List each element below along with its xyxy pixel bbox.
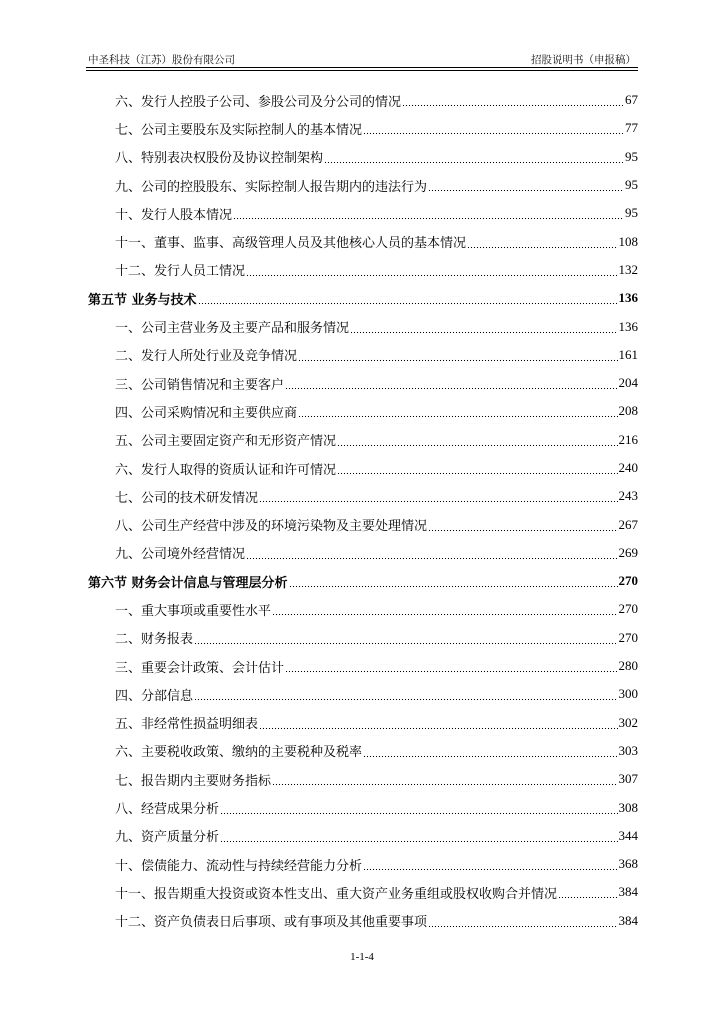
- toc-page-number: 307: [618, 771, 638, 787]
- toc-page-number: 384: [618, 912, 638, 928]
- toc-page-number: 136: [618, 318, 638, 334]
- toc-page-number: 384: [618, 884, 638, 900]
- toc-page-number: 300: [618, 686, 638, 702]
- toc-entry-title: 三、公司销售情况和主要客户: [115, 374, 285, 393]
- toc-leader-dots: [285, 379, 617, 391]
- toc-entry[interactable]: [86, 737, 638, 765]
- header-divider-thin: [86, 70, 638, 71]
- toc-leader-dots: [363, 860, 617, 872]
- toc-entry-title: 十、偿债能力、流动性与持续经营能力分析: [115, 855, 363, 874]
- toc-page-number: 132: [618, 261, 638, 277]
- toc-page-number: 240: [618, 460, 638, 475]
- toc-entry-title: 五、公司主要固定资产和无形资产情况: [115, 430, 337, 449]
- toc-leader-dots: [272, 605, 617, 617]
- toc-leader-dots: [194, 690, 617, 702]
- toc-entry[interactable]: [86, 312, 638, 340]
- toc-leader-dots: [220, 804, 617, 816]
- toc-leader-dots: [363, 124, 624, 136]
- toc-leader-dots: [246, 266, 617, 278]
- toc-leader-dots: [246, 549, 617, 561]
- toc-entry[interactable]: [86, 709, 638, 737]
- page-header: [86, 50, 638, 68]
- toc-entry[interactable]: [86, 624, 638, 652]
- toc-leader-dots: [259, 719, 617, 731]
- toc-section-entry[interactable]: [86, 284, 638, 312]
- toc-leader-dots: [467, 238, 617, 250]
- toc-entry-title: 一、重大事项或重要性水平: [115, 600, 272, 619]
- header-company-name: 中圣科技（江苏）股份有限公司: [88, 54, 235, 66]
- toc-entry-title: 一、公司主营业务及主要产品和服务情况: [115, 317, 350, 336]
- toc-page-number: 267: [618, 516, 638, 532]
- toc-entry[interactable]: [86, 256, 638, 284]
- toc-entry-title: 五、非经常性损益明细表: [115, 713, 259, 732]
- toc-leader-dots: [298, 407, 617, 419]
- toc-entry[interactable]: [86, 143, 638, 171]
- toc-entry-title: 第五节 业务与技术: [88, 289, 198, 308]
- toc-entry[interactable]: [86, 227, 638, 255]
- toc-entry[interactable]: [86, 822, 638, 850]
- toc-page-number: 108: [618, 233, 638, 249]
- toc-entry-title: 七、公司的技术研发情况: [115, 487, 259, 506]
- table-of-contents: [86, 86, 638, 935]
- toc-entry-title: 二、财务报表: [115, 628, 194, 647]
- toc-entry[interactable]: [86, 454, 638, 482]
- toc-entry[interactable]: [86, 426, 638, 454]
- toc-entry-title: 九、公司的控股股东、实际控制人报告期内的违法行为: [115, 176, 428, 195]
- toc-entry[interactable]: [86, 595, 638, 623]
- toc-entry[interactable]: [86, 369, 638, 397]
- toc-entry[interactable]: [86, 765, 638, 793]
- toc-entry-title: 二、发行人所处行业及竞争情况: [115, 345, 298, 364]
- toc-leader-dots: [428, 181, 624, 193]
- toc-entry[interactable]: [86, 482, 638, 510]
- toc-page-number: 270: [618, 601, 638, 617]
- toc-entry[interactable]: [86, 680, 638, 708]
- toc-leader-dots: [337, 464, 617, 476]
- toc-leader-dots: [289, 577, 618, 589]
- toc-entry[interactable]: [86, 397, 638, 425]
- toc-page-number: 302: [618, 714, 638, 730]
- toc-page-number: 303: [618, 742, 638, 758]
- toc-leader-dots: [350, 323, 617, 335]
- toc-page-number: 270: [618, 573, 638, 589]
- toc-entry-title: 十一、报告期重大投资或资本性支出、重大资产业务重组或股权收购合并情况: [115, 883, 558, 902]
- toc-leader-dots: [198, 294, 618, 306]
- toc-entry-title: 六、发行人控股子公司、参股公司及分公司的情况: [115, 91, 402, 110]
- toc-leader-dots: [428, 917, 617, 929]
- toc-section-entry[interactable]: [86, 567, 638, 595]
- toc-page-number: 95: [625, 205, 638, 221]
- toc-entry[interactable]: [86, 114, 638, 142]
- toc-page-number: 67: [625, 92, 638, 108]
- toc-entry-title: 十二、发行人员工情况: [115, 260, 246, 279]
- toc-page-number: 95: [625, 148, 638, 164]
- toc-entry-title: 八、公司生产经营中涉及的环境污染物及主要处理情况: [115, 515, 428, 534]
- toc-entry-title: 八、特别表决权股份及协议控制架构: [115, 147, 324, 166]
- toc-leader-dots: [402, 96, 624, 108]
- toc-page-number: 243: [618, 488, 638, 504]
- toc-entry[interactable]: [86, 510, 638, 538]
- toc-leader-dots: [298, 351, 617, 363]
- toc-page-number: 280: [618, 658, 638, 674]
- toc-entry-title: 四、分部信息: [115, 685, 194, 704]
- toc-page-number: 136: [618, 290, 638, 306]
- toc-entry-title: 三、重要会计政策、会计估计: [115, 657, 285, 676]
- toc-entry-title: 七、报告期内主要财务指标: [115, 770, 272, 789]
- toc-page-number: 216: [618, 431, 638, 447]
- toc-entry[interactable]: [86, 793, 638, 821]
- toc-page-number: 269: [618, 544, 638, 560]
- toc-entry-title: 十二、资产负债表日后事项、或有事项及其他重要事项: [115, 911, 428, 930]
- toc-page-number: 77: [625, 120, 638, 136]
- header-divider: [86, 67, 638, 68]
- toc-page-number: 270: [618, 629, 638, 645]
- toc-leader-dots: [233, 209, 624, 221]
- toc-entry[interactable]: [86, 907, 638, 935]
- toc-page-number: 208: [618, 403, 638, 419]
- toc-entry-title: 九、资产质量分析: [115, 826, 220, 845]
- toc-leader-dots: [363, 747, 617, 759]
- header-document-type: 招股说明书（申报稿）: [531, 54, 636, 66]
- toc-entry[interactable]: [86, 86, 638, 114]
- toc-entry-title: 八、经营成果分析: [115, 798, 220, 817]
- toc-leader-dots: [220, 832, 617, 844]
- toc-leader-dots: [194, 634, 617, 646]
- toc-entry-title: 九、公司境外经营情况: [115, 543, 246, 562]
- toc-entry-title: 四、公司采购情况和主要供应商: [115, 402, 298, 421]
- toc-entry[interactable]: [86, 171, 638, 199]
- toc-leader-dots: [285, 662, 617, 674]
- toc-page-number: 344: [618, 827, 638, 843]
- toc-entry-title: 六、主要税收政策、缴纳的主要税种及税率: [115, 741, 363, 760]
- toc-page-number: 368: [618, 856, 638, 872]
- toc-leader-dots: [337, 436, 617, 448]
- toc-page-number: 161: [618, 346, 638, 362]
- toc-leader-dots: [558, 888, 617, 900]
- toc-entry-title: 第六节 财务会计信息与管理层分析: [88, 572, 289, 591]
- toc-leader-dots: [428, 521, 617, 533]
- toc-entry-title: 十一、董事、监事、高级管理人员及其他核心人员的基本情况: [115, 232, 467, 251]
- toc-leader-dots: [259, 492, 617, 504]
- toc-entry-title: 六、发行人取得的资质认证和许可情况: [115, 459, 337, 478]
- toc-page-number: 204: [618, 375, 638, 391]
- toc-page-number: 308: [618, 799, 638, 815]
- toc-entry[interactable]: [86, 199, 638, 227]
- toc-page-number: 95: [625, 177, 638, 193]
- toc-entry[interactable]: [86, 652, 638, 680]
- toc-entry[interactable]: [86, 341, 638, 369]
- toc-entry[interactable]: [86, 878, 638, 906]
- toc-entry-title: 十、发行人股本情况: [115, 204, 233, 223]
- toc-leader-dots: [324, 153, 624, 165]
- toc-entry[interactable]: [86, 539, 638, 567]
- toc-leader-dots: [272, 775, 617, 787]
- page-number: 1-1-4: [350, 951, 374, 963]
- toc-entry-title: 七、公司主要股东及实际控制人的基本情况: [115, 119, 363, 138]
- toc-entry[interactable]: [86, 850, 638, 878]
